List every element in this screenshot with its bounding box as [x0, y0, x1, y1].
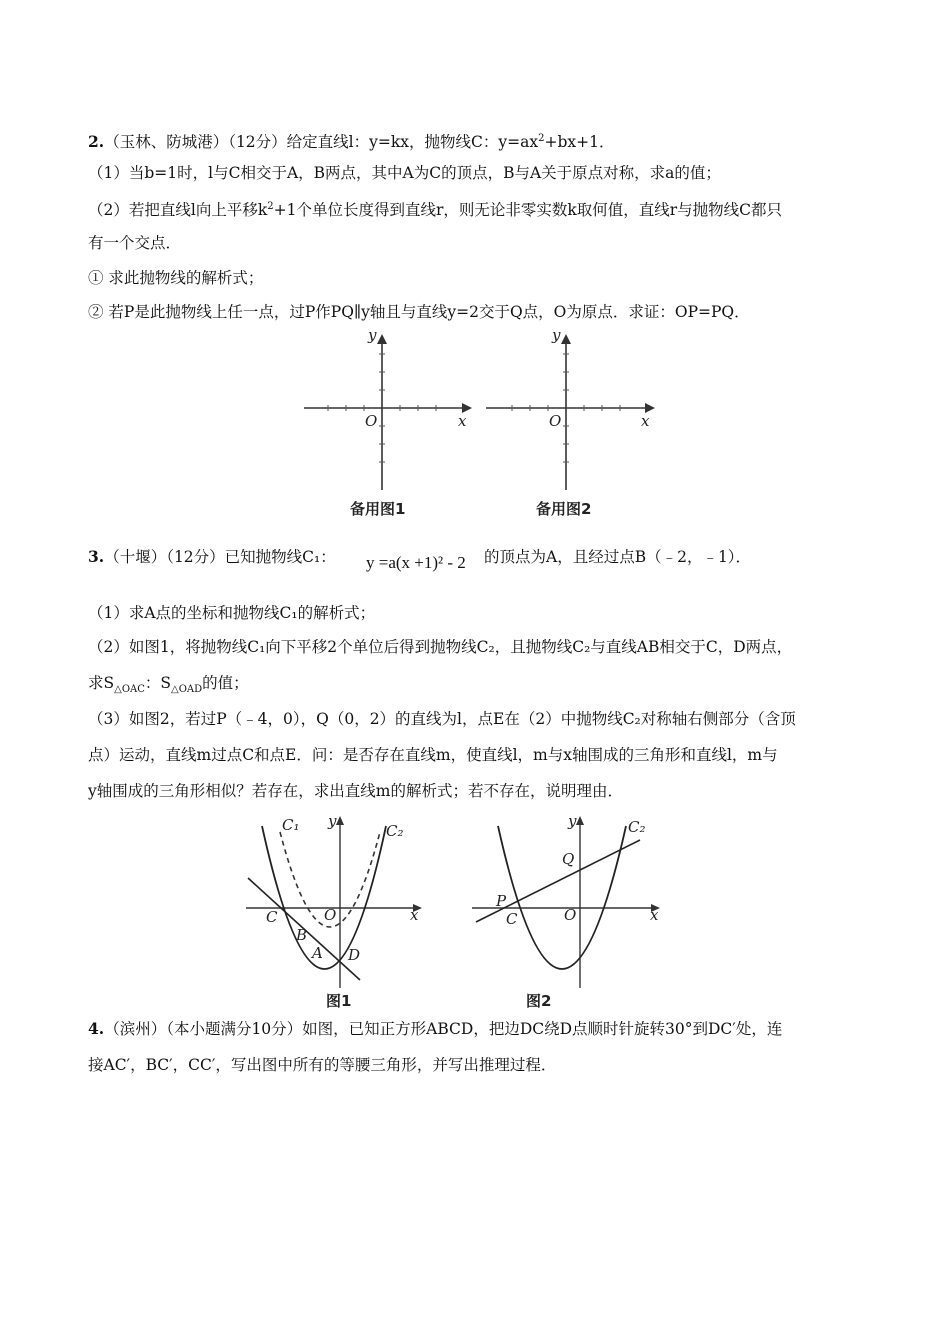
figure-caption-2: 备用图2 — [536, 500, 592, 518]
problem3-part1: （1）求A点的坐标和抛物线C₁的解析式； — [88, 604, 376, 622]
label-y: y — [328, 812, 337, 830]
y-axis-arrow — [377, 334, 387, 344]
problem3-part2-cont: 求$S_{\triangle OAC}$：$S_{\triangle OAD}$的值； — [88, 674, 249, 696]
label-p: P — [496, 892, 507, 910]
problem4-line2: 接AC′，BC′，CC′，写出图中所有的等腰三角形，并写出推理过程． — [88, 1056, 557, 1074]
problem3-figure-1 — [246, 812, 422, 1010]
figure-caption-3-2: 图2 — [526, 992, 552, 1010]
origin-label: O — [549, 412, 562, 430]
label-c1: C₁ — [282, 816, 300, 834]
label-a: A — [312, 944, 323, 962]
axis-x-label: x — [641, 412, 650, 430]
figure-caption-3-1: 图1 — [326, 992, 352, 1010]
problem2-header: 2.（玉林、防城港）（12分）给定直线l：y=kx，抛物线C：$y=ax^2+bx+1$． — [88, 132, 615, 152]
label-c2: C₂ — [628, 818, 646, 836]
problem2-part1: （1）当b=1时，l与C相交于A，B两点，其中A为C的顶点，B与A关于原点对称，求a的值； — [88, 164, 721, 182]
problem3-part3-cont2: y轴围成的三角形相似？若存在，求出直线m的解析式；若不存在，说明理由． — [88, 782, 623, 800]
backup-figure-1 — [304, 326, 472, 518]
axis-y-label: y — [368, 326, 377, 344]
problem2-sub1: ① 求此抛物线的解析式； — [88, 269, 264, 287]
problem3-header: 3.（十堰）（12分）已知抛物线C₁： — [88, 547, 336, 566]
axis-y-label: y — [552, 326, 561, 344]
problem3-part3: （3）如图2，若过P（﹣4，0），Q（0，2）的直线为l，点E在（2）中抛物线C₂对称轴右侧部分（含顶 — [88, 710, 796, 728]
problem2-backup-figures — [300, 326, 670, 522]
problem3-header-tail: 的顶点为A，且经过点B（﹣2，﹣1）． — [484, 548, 752, 566]
problem3-figure-2 — [472, 812, 660, 1010]
label-d: D — [348, 946, 361, 964]
problem2-sub2: ② 若P是此抛物线上任一点，过P作PQ∥y轴且与直线y=2交于Q点，O为原点．求证：OP=PQ． — [88, 303, 750, 321]
label-o: O — [324, 906, 337, 924]
problem3-figures — [240, 812, 680, 1012]
label-x: x — [650, 906, 659, 924]
y-axis-arrow — [561, 334, 571, 344]
label-q: Q — [562, 850, 575, 868]
problem4-line1: 4.（滨州）（本小题满分10分）如图，已知正方形ABCD，把边DC绕D点顺时针旋转30°到DC′处，连 — [88, 1019, 783, 1038]
label-y: y — [568, 812, 577, 830]
problem4-number: 4. — [88, 1019, 105, 1038]
problem2-number: 2. — [88, 132, 105, 152]
label-b: B — [296, 926, 308, 944]
origin-label: O — [365, 412, 378, 430]
problem3-formula: y =a(x +1)² - 2 — [366, 553, 466, 572]
problem2-part2-cont: 有一个交点． — [88, 234, 182, 252]
problem3-number: 3. — [88, 547, 105, 566]
label-c: C — [266, 908, 278, 926]
parabola-c2 — [498, 826, 626, 969]
label-c: C — [506, 910, 518, 928]
problem2-part2: （2）若把直线l向上平移$k^2+1$个单位长度得到直线r，则无论非零实数k取何值，直线r与抛物线C都只 — [88, 201, 783, 220]
axis-x-label: x — [458, 412, 467, 430]
backup-figure-2 — [486, 326, 655, 518]
problem3-part3-cont1: 点）运动，直线m过点C和点E．问：是否存在直线m，使直线l，m与x轴围成的三角形和直线l，m与 — [88, 746, 778, 764]
label-o: O — [564, 906, 577, 924]
label-c2: C₂ — [386, 822, 404, 840]
figure-caption-1: 备用图1 — [350, 500, 406, 518]
label-x: x — [410, 906, 419, 924]
problem3-part2: （2）如图1，将抛物线C₁向下平移2个单位后得到抛物线C₂，且抛物线C₂与直线AB相交于C，D两点， — [88, 638, 793, 656]
